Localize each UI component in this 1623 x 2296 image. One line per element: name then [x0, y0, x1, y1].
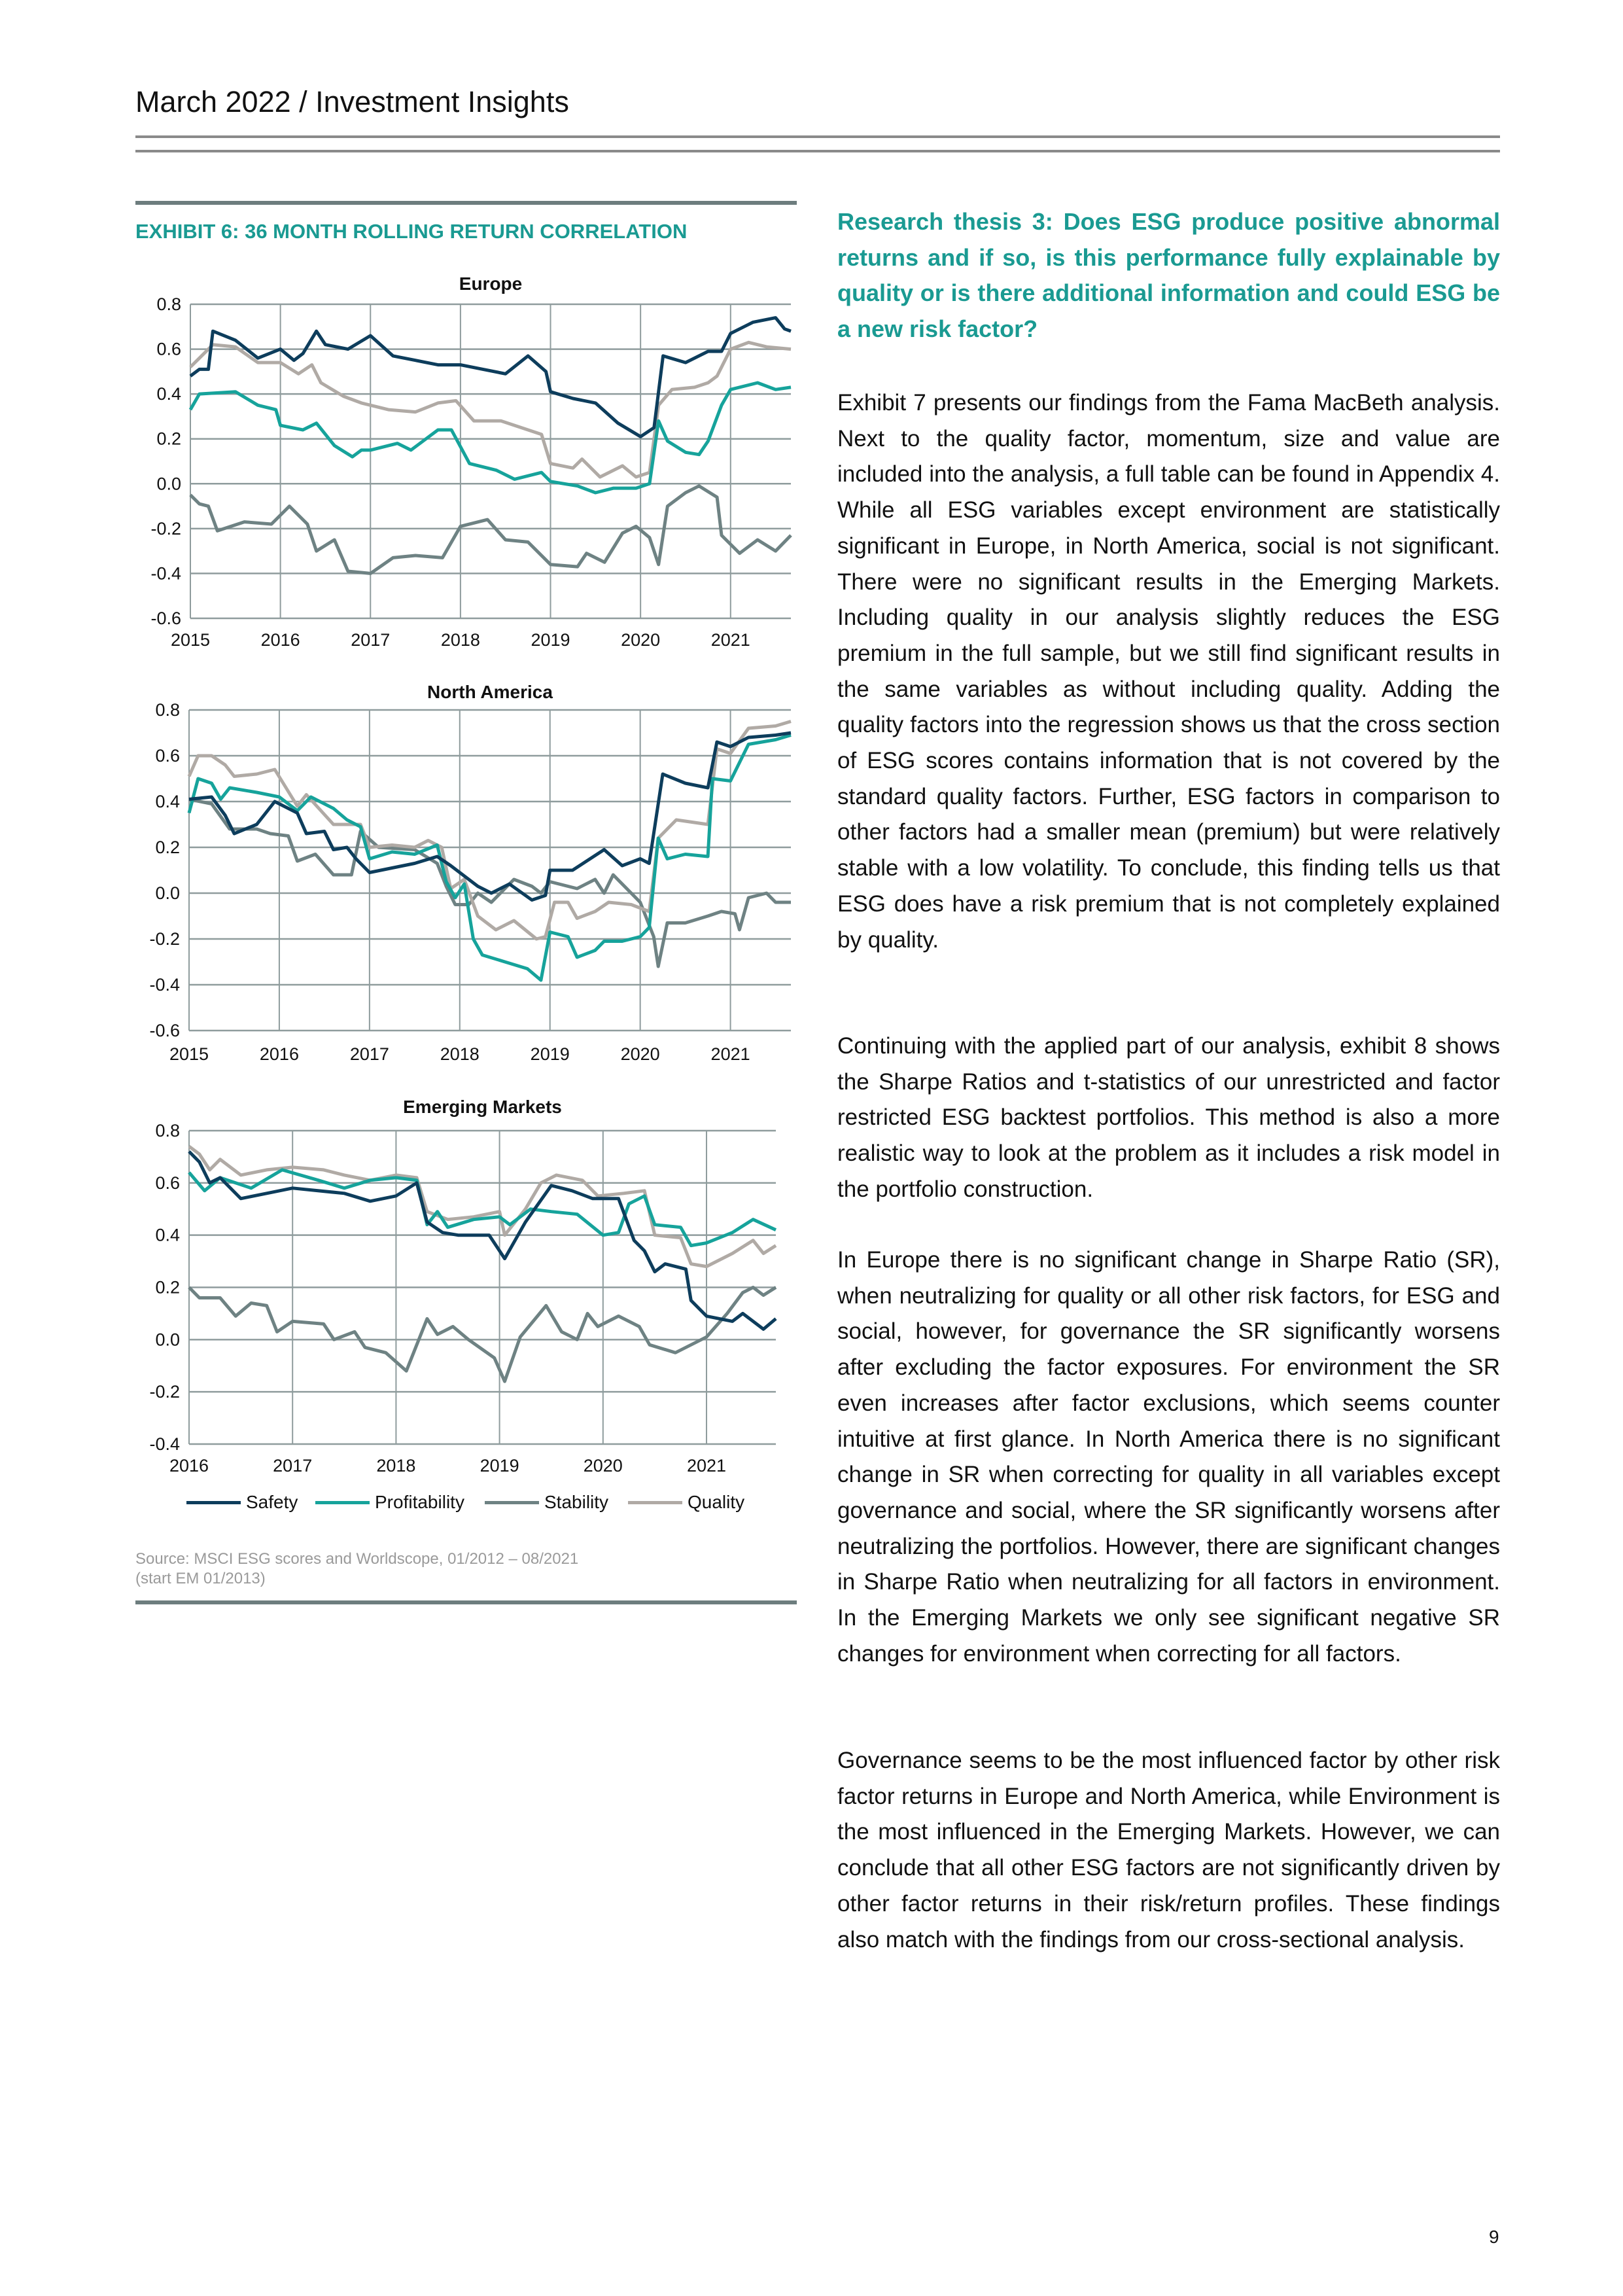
- body-paragraph: In Europe there is no significant change in Sharpe Ratio (SR), when neutralizing for quality or all other risk factors, for ESG and social, however, for governance the SR significantly worsens after excluding the factor exposures. For environment the SR even increases after factor exclusions, which seems counter intuitive at first glance. In North America there is no significant change in SR when correcting for quality in all variables except governance and social, where the SR significantly worsens after neutralizing the portfolios. However, there are significant changes in Sharpe Ratio when neutralizing for all factors in environment. In the Emerging Markets we only see significant negative SR changes for environment when correcting for all factors.: [837, 1247, 1500, 1667]
- exhibit-title: EXHIBIT 6: 36 MONTH ROLLING RETURN CORRELATION: [135, 220, 688, 243]
- x-tick-label: 2019: [530, 1044, 570, 1064]
- legend-swatch: [628, 1501, 682, 1504]
- header-rule-bottom: [135, 150, 1500, 152]
- y-tick-label: -0.6: [149, 1021, 180, 1040]
- x-tick-label: 2020: [583, 1456, 623, 1475]
- legend-item-stability: [485, 1492, 608, 1513]
- y-tick-label: 0.2: [156, 429, 181, 449]
- x-tick-label: 2017: [349, 1044, 389, 1064]
- series-line-quality: [189, 1146, 776, 1267]
- x-tick-label: 2021: [710, 630, 750, 650]
- x-tick-label: 2021: [710, 1044, 750, 1064]
- x-tick-label: 2019: [531, 630, 570, 650]
- exhibit-top-rule: [135, 201, 797, 205]
- x-tick-label: 2020: [620, 1044, 660, 1064]
- y-tick-label: 0.8: [155, 700, 180, 720]
- page-number: 9: [1489, 2227, 1499, 2247]
- y-tick-label: -0.2: [149, 929, 180, 949]
- legend-label: Profitability: [375, 1492, 464, 1512]
- y-tick-label: 0.2: [155, 1277, 180, 1298]
- x-tick-label: 2016: [259, 1044, 299, 1064]
- body-paragraph: Exhibit 7 presents our findings from the Fama MacBeth analysis. Next to the quality factor, momentum, size and value are included into the analysis, a full table can be found in Appendix 4. While all ESG variables except environment are statistically significant in Europe, in North America, social is not significant. There were no significant results in the Emerging Markets. Including quality in our analysis slightly reduces the ESG premium in the full sample, but we still find significant results in the same variables as without including quality. Adding the quality factors into the regression shows us that the cross section of ESG scores contains information that is not covered by the standard quality factors. Further, ESG factors in comparison to other factors had a smaller mean (premium) but were relatively stable with a low volatility. To conclude, this finding tells us that ESG does have a risk premium that is not completely explained by quality.: [837, 390, 1500, 953]
- legend-item-quality: [628, 1492, 744, 1513]
- x-tick-label: 2018: [376, 1456, 416, 1475]
- y-tick-label: -0.4: [149, 975, 180, 995]
- y-tick-label: 0.4: [155, 1225, 180, 1245]
- y-tick-label: 0.8: [156, 294, 181, 314]
- x-tick-label: 2020: [621, 630, 661, 650]
- x-tick-label: 2017: [351, 630, 391, 650]
- x-tick-label: 2018: [440, 630, 480, 650]
- body-paragraph: Continuing with the applied part of our analysis, exhibit 8 shows the Sharpe Ratios and t-statistics of our unrestricted and factor restricted ESG backtest portfolios. This method is also a more realistic way to look at the problem as it includes a risk model in the portfolio construction.: [837, 1033, 1500, 1202]
- y-tick-label: 0.6: [155, 1173, 180, 1193]
- y-tick-label: 0.4: [156, 384, 181, 404]
- source-line: Source: MSCI ESG scores and Worldscope, 01/2012 – 08/2021: [135, 1550, 579, 1568]
- y-tick-label: 0.0: [155, 1330, 180, 1350]
- running-header: March 2022 / Investment Insights: [135, 85, 569, 118]
- series-line-stability: [189, 1288, 776, 1382]
- legend-swatch: [186, 1501, 241, 1504]
- y-tick-label: 0.2: [155, 838, 180, 857]
- chart-north-america: [124, 674, 805, 1073]
- y-tick-label: -0.2: [150, 518, 181, 539]
- y-tick-label: -0.4: [149, 1434, 180, 1454]
- y-tick-label: -0.6: [150, 609, 181, 628]
- y-tick-label: 0.8: [155, 1121, 180, 1140]
- exhibit-bottom-rule: [135, 1600, 797, 1604]
- chart-title: Emerging Markets: [403, 1097, 562, 1117]
- header-rule-top: [135, 135, 1500, 138]
- legend-label: Stability: [544, 1492, 609, 1512]
- legend-item-profitability: [315, 1492, 464, 1513]
- x-tick-label: 2017: [273, 1456, 313, 1475]
- y-tick-label: 0.0: [156, 474, 181, 494]
- y-tick-label: -0.2: [149, 1382, 180, 1402]
- y-tick-label: 0.6: [156, 339, 181, 359]
- research-thesis-heading: Research thesis 3: Does ESG produce positive abnormal returns and if so, is this performance fully explainable by quality or is there additional information and could ESG be a new risk factor?: [837, 208, 1500, 342]
- y-tick-label: -0.4: [150, 563, 181, 584]
- legend-label: Safety: [246, 1492, 298, 1512]
- x-tick-label: 2016: [260, 630, 300, 650]
- legend-item-safety: [186, 1492, 298, 1513]
- legend-swatch: [315, 1501, 370, 1504]
- x-tick-label: 2016: [169, 1456, 209, 1475]
- x-tick-label: 2015: [169, 1044, 209, 1064]
- source-line: (start EM 01/2013): [135, 1570, 266, 1587]
- chart-europe: [124, 265, 805, 658]
- y-tick-label: 0.4: [155, 792, 180, 811]
- y-tick-label: 0.6: [155, 746, 180, 766]
- x-tick-label: 2019: [480, 1456, 519, 1475]
- x-tick-label: 2018: [440, 1044, 480, 1064]
- legend-swatch: [485, 1501, 539, 1504]
- exhibit-source: [135, 1549, 578, 1589]
- x-tick-label: 2015: [170, 630, 211, 650]
- chart-title: Europe: [459, 274, 523, 294]
- x-tick-label: 2021: [686, 1456, 727, 1475]
- chart-emerging-markets: [124, 1089, 805, 1482]
- body-paragraph: Governance seems to be the most influenced factor by other risk factor returns in Europe and North America, while Environment is the most influenced in the Emerging Markets. However, we can conclude that all other ESG factors are not significantly driven by other factor returns in their risk/return profiles. These findings also match with the findings from our cross-sectional analysis.: [837, 1748, 1500, 1952]
- chart-title: North America: [427, 682, 553, 702]
- legend-label: Quality: [688, 1492, 745, 1512]
- y-tick-label: 0.0: [155, 883, 180, 903]
